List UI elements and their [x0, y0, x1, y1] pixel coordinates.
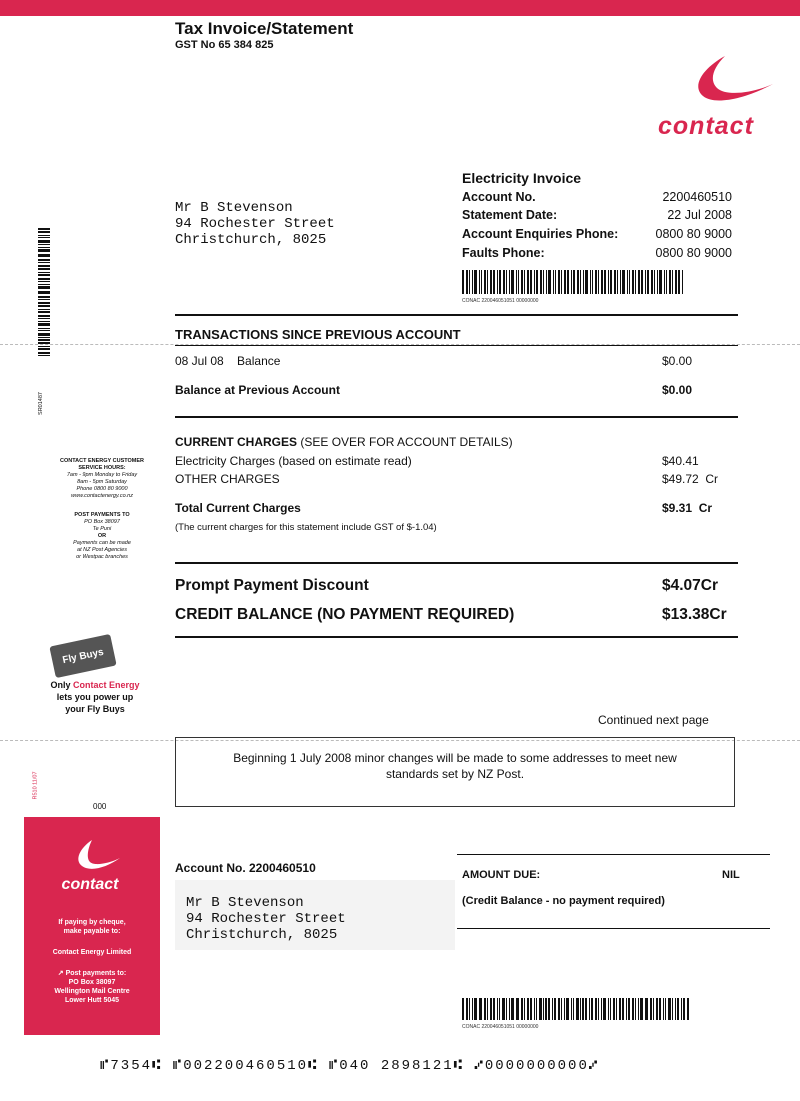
barcode-bar [493, 998, 495, 1020]
barcode-bar [665, 998, 667, 1020]
slip-instructions: If paying by cheque, make payable to: Contact Energy Limited ↗ Post payments to: PO Box 38097 Wellington Mail Centre Lower Hutt 5045 [52, 919, 132, 1004]
barcode-bar [561, 998, 562, 1020]
barcode-bar [503, 270, 505, 294]
barcode-bar [530, 998, 532, 1020]
barcode-bar [38, 247, 50, 249]
transaction-row [175, 354, 732, 368]
barcode-bar [561, 270, 562, 294]
barcode-bar [598, 270, 599, 294]
barcode-bar [543, 998, 544, 1020]
barcode-bar [558, 270, 560, 294]
divider [175, 416, 738, 418]
barcode-bar [583, 270, 585, 294]
barcode-bar [518, 270, 520, 294]
barcode-bar [509, 270, 511, 294]
customer-street: 94 Rochester Street [175, 216, 335, 232]
barcode-bar [591, 998, 593, 1020]
barcode-bar [472, 270, 474, 294]
barcode-bar [601, 998, 603, 1020]
barcode-bar [687, 998, 689, 1020]
barcode-bar [524, 998, 525, 1020]
barcode-bar [595, 998, 597, 1020]
barcode-bar [567, 270, 569, 294]
barcode-bar [38, 311, 50, 313]
barcode-bar [38, 284, 50, 286]
barcode-bar [521, 270, 523, 294]
barcode-bar [38, 296, 50, 298]
barcode-bar [585, 270, 587, 294]
slip-logo-icon [62, 838, 122, 879]
barcode-bar [598, 998, 599, 1020]
form-reference: R510 11/07 [32, 771, 39, 800]
barcode-bar [462, 270, 464, 294]
barcode-bar [669, 270, 671, 294]
barcode-bar [646, 998, 648, 1020]
barcode-bar [678, 270, 680, 294]
barcode-bar [38, 292, 50, 294]
barcode-bar [668, 998, 670, 1020]
barcode-bar [38, 268, 50, 270]
barcode-bar [619, 998, 621, 1020]
barcode-bar [627, 270, 628, 294]
transaction-date: 08 Jul 08 [175, 354, 224, 368]
barcode-bar [490, 270, 492, 294]
barcode-bar [481, 270, 483, 294]
barcode-bar [573, 270, 575, 294]
customer-name: Mr B Stevenson [175, 200, 293, 216]
top-brand-bar [0, 0, 800, 16]
total-current-row: Total Current Charges $9.31 Cr [175, 501, 713, 515]
barcode-bar [626, 998, 627, 1020]
customer-address [175, 200, 335, 248]
barcode-bar [38, 281, 50, 282]
barcode-bar [506, 998, 507, 1020]
barcode-bar [536, 270, 538, 294]
charge-amount: $40.41 [662, 454, 699, 468]
barcode-bar [38, 333, 50, 335]
barcode-bar [38, 339, 50, 341]
barcode-bar [654, 270, 655, 294]
barcode-bar [573, 998, 575, 1020]
barcode-bar [664, 270, 665, 294]
barcode-bar [527, 270, 529, 294]
previous-balance-amount: $0.00 [662, 383, 693, 397]
barcode-bar [548, 998, 550, 1020]
barcode-bar [656, 998, 658, 1020]
barcode-bar [614, 270, 616, 294]
customer-city: Christchurch, 8025 [175, 232, 327, 248]
field-value: 22 Jul 2008 [667, 208, 732, 222]
total-current-label: Total Current Charges [175, 501, 301, 515]
barcode-bar [577, 270, 579, 294]
barcode-bar [38, 262, 50, 263]
document-title: Tax Invoice/Statement [175, 19, 354, 38]
barcode-bar [38, 309, 50, 310]
charge-row [175, 454, 732, 468]
barcode-bar [516, 998, 517, 1020]
divider [175, 636, 738, 638]
barcode-bar [604, 270, 606, 294]
barcode-bar [38, 318, 50, 319]
slip-customer-address: Mr B Stevenson 94 Rochester Street Christchurch, 8025 [186, 895, 346, 943]
barcode-bar [466, 998, 468, 1020]
barcode-bar [38, 235, 50, 236]
discount-row: Prompt Payment Discount $4.07Cr [175, 577, 719, 594]
charge-desc: OTHER CHARGES [175, 472, 280, 486]
barcode-bar [38, 274, 50, 276]
barcode-bar [487, 270, 488, 294]
previous-balance-label: Balance at Previous Account [175, 383, 340, 397]
barcode-bar [472, 998, 474, 1020]
side-barcode [38, 228, 50, 358]
amount-due-label: AMOUNT DUE: [462, 869, 541, 881]
barcode-bar [38, 244, 50, 245]
barcode-bar [38, 355, 50, 356]
field-value: 2200460510 [662, 190, 732, 204]
barcode-bar [38, 265, 50, 267]
barcode-bar [571, 998, 572, 1020]
discount-label: Prompt Payment Discount [175, 577, 369, 594]
barcode-bar [641, 270, 643, 294]
barcode-bar [462, 998, 464, 1020]
slip-barcode [462, 998, 690, 1020]
charge-row [175, 472, 732, 486]
barcode-bar [487, 998, 488, 1020]
barcode-bar [38, 315, 50, 317]
barcode-bar [613, 998, 615, 1020]
barcode-bar [38, 228, 50, 230]
barcode-bar [548, 270, 550, 294]
barcode-bar [534, 998, 535, 1020]
barcode-bar [564, 270, 566, 294]
barcode-bar [553, 270, 554, 294]
previous-balance-row [175, 383, 732, 397]
barcode-bar [651, 270, 653, 294]
slip-brand-wordmark: contact [61, 876, 119, 893]
barcode-bar [38, 255, 50, 257]
barcode-bar [474, 270, 476, 294]
barcode-bar [484, 270, 486, 294]
barcode-bar [632, 270, 634, 294]
field-label: Account No. [462, 190, 536, 204]
barcode-bar [38, 342, 50, 344]
brand-wordmark: contact [658, 112, 754, 140]
field-value: 0800 80 9000 [655, 227, 732, 241]
barcode-bar [469, 998, 470, 1020]
barcode-bar [534, 270, 535, 294]
credit-balance-label: CREDIT BALANCE (NO PAYMENT REQUIRED) [175, 606, 515, 623]
barcode-bar [564, 998, 566, 1020]
barcode-bar [499, 998, 501, 1020]
address-notice-box: Beginning 1 July 2008 minor changes will be made to some addresses to meet new standards set by NZ Post. [175, 737, 735, 807]
transaction-amount: $0.00 [662, 354, 693, 368]
slip-barcode-text: CONAC 220046051051 00000000 [462, 1024, 539, 1030]
barcode-bar [474, 998, 476, 1020]
barcode-bar [682, 270, 683, 294]
barcode-bar [610, 270, 612, 294]
barcode-bar [499, 270, 501, 294]
fold-line [0, 344, 800, 346]
barcode-bar [657, 270, 659, 294]
barcode-bar [617, 270, 618, 294]
barcode-bar [521, 998, 523, 1020]
credit-balance-note: (Credit Balance - no payment required) [462, 895, 665, 907]
barcode-bar [480, 998, 482, 1020]
barcode-bar [38, 249, 50, 251]
divider [457, 854, 770, 855]
barcode-bar [620, 270, 622, 294]
barcode-bar [663, 998, 664, 1020]
barcode-bar [38, 278, 50, 280]
current-charges-heading: CURRENT CHARGES (SEE OVER FOR ACCOUNT DETAILS) [175, 435, 513, 449]
service-hours-block: CONTACT ENERGY CUSTOMER SERVICE HOURS: 7am - 9pm Monday to Friday 8am - 5pm Saturday Phone 0800 80 9000 www.contactenergy.co.nz POST PAYMENTS TO PO Box 38097 Te Puni OR Payments can be made at NZ Post Agencies or Westpac branches [59, 458, 145, 560]
barcode-bar [622, 270, 624, 294]
barcode-bar [38, 259, 50, 261]
barcode-bar [530, 270, 532, 294]
field-label: Account Enquiries Phone: [462, 227, 619, 241]
micr-code-line: ⑈7354⑆ ⑈002200460510⑆ ⑈040 2898121⑆ ⑇0000000000⑇ [100, 1058, 600, 1074]
barcode-bar [554, 998, 556, 1020]
transaction-desc: Balance [237, 354, 281, 368]
barcode-bar [590, 270, 591, 294]
barcode-bar [38, 346, 50, 347]
barcode-bar [506, 270, 507, 294]
barcode-bar [545, 998, 547, 1020]
barcode-bar [653, 998, 654, 1020]
barcode-bar [511, 998, 513, 1020]
barcode-bar [38, 302, 50, 304]
barcode-bar [511, 270, 513, 294]
barcode-bar [675, 998, 677, 1020]
barcode-bar [645, 270, 646, 294]
field-label: Faults Phone: [462, 246, 545, 260]
barcode-bar [558, 998, 560, 1020]
barcode-bar [497, 998, 498, 1020]
barcode-bar [38, 272, 50, 273]
barcode-bar [38, 330, 50, 332]
faults-phone-row [462, 246, 732, 260]
barcode-bar [629, 270, 631, 294]
barcode-bar [628, 998, 630, 1020]
barcode-bar [585, 998, 587, 1020]
barcode-bar [517, 998, 519, 1020]
slip-account-number: Account No. 2200460510 [175, 861, 316, 875]
barcode-bar [659, 998, 661, 1020]
barcode-bar [493, 270, 495, 294]
field-value: 0800 80 9000 [655, 246, 732, 260]
statement-date-row [462, 208, 732, 222]
side-code: SR01487 [37, 392, 44, 415]
barcode-bar [635, 998, 636, 1020]
gst-note: (The current charges for this statement include GST of $-1.04) [175, 522, 437, 533]
barcode-bar [616, 998, 617, 1020]
barcode-bar [38, 299, 50, 300]
barcode-bar [566, 998, 568, 1020]
barcode-bar [552, 998, 553, 1020]
barcode-bar [582, 998, 584, 1020]
barcode-bar [38, 240, 50, 242]
gst-number: GST No 65 384 825 [175, 39, 274, 51]
barcode-bar [683, 998, 685, 1020]
barcode-bar [666, 270, 668, 294]
barcode-bar [677, 998, 679, 1020]
barcode-bar [580, 270, 581, 294]
barcode-bar [539, 998, 541, 1020]
field-label: Statement Date: [462, 208, 558, 222]
transactions-heading: TRANSACTIONS SINCE PREVIOUS ACCOUNT [175, 327, 461, 342]
barcode-bar [595, 270, 597, 294]
barcode-bar [38, 337, 50, 338]
barcode-bar [490, 998, 492, 1020]
divider [175, 562, 738, 564]
barcode-bar [38, 323, 50, 325]
barcode-bar [576, 998, 578, 1020]
barcode-bar [484, 998, 486, 1020]
barcode-bar [38, 254, 50, 255]
barcode-bar [659, 270, 661, 294]
continued-note: Continued next page [598, 713, 709, 727]
barcode-bar [555, 270, 557, 294]
credit-balance-row: CREDIT BALANCE (NO PAYMENT REQUIRED) $13.38Cr [175, 606, 727, 623]
barcode-bar [580, 998, 581, 1020]
invoice-heading: Electricity Invoice [462, 170, 582, 186]
barcode-bar [479, 998, 480, 1020]
barcode-bar [527, 998, 529, 1020]
fly-buys-card-icon: Fly Buys [49, 634, 116, 678]
barcode-bar [640, 998, 642, 1020]
barcode-bar [38, 348, 50, 350]
fly-buys-text: Only Contact Energy lets you power up your Fly Buys [50, 680, 140, 714]
barcode-bar [509, 998, 511, 1020]
barcode-bar [647, 270, 649, 294]
barcode-bar [38, 328, 50, 329]
enquiries-phone-row [462, 227, 732, 241]
barcode-bar [546, 270, 548, 294]
barcode-bar [497, 270, 498, 294]
barcode-bar [650, 998, 652, 1020]
charge-desc: Electricity Charges (based on estimate read) [175, 454, 412, 468]
charge-amount: $49.72 Cr [662, 472, 719, 486]
barcode-bar [638, 270, 640, 294]
form-number: 000 [93, 802, 107, 811]
barcode-bar [638, 998, 640, 1020]
barcode-bar [543, 270, 544, 294]
account-number-row [462, 190, 732, 204]
invoice-barcode [462, 270, 684, 294]
barcode-bar [672, 998, 673, 1020]
barcode-bar [635, 270, 636, 294]
barcode-bar [592, 270, 594, 294]
barcode-bar [502, 998, 504, 1020]
barcode-bar [589, 998, 590, 1020]
invoice-barcode-text: CONAC 220046051051 00000000 [462, 298, 539, 304]
barcode-bar [632, 998, 634, 1020]
divider [175, 314, 738, 316]
barcode-bar [466, 270, 468, 294]
barcode-bar [645, 998, 646, 1020]
barcode-bar [38, 231, 50, 233]
barcode-bar [38, 291, 50, 292]
amount-due-value: NIL [722, 869, 740, 881]
barcode-bar [608, 998, 609, 1020]
barcode-bar [524, 270, 525, 294]
barcode-bar [536, 998, 538, 1020]
divider [457, 928, 770, 929]
barcode-bar [38, 352, 50, 354]
barcode-bar [38, 321, 50, 323]
barcode-bar [469, 270, 470, 294]
barcode-bar [571, 270, 572, 294]
barcode-bar [610, 998, 612, 1020]
barcode-bar [622, 998, 624, 1020]
barcode-bar [603, 998, 605, 1020]
barcode-bar [675, 270, 677, 294]
barcode-bar [672, 270, 673, 294]
barcode-bar [681, 998, 682, 1020]
barcode-bar [479, 270, 480, 294]
barcode-bar [608, 270, 609, 294]
barcode-bar [540, 270, 542, 294]
barcode-bar [38, 286, 50, 288]
barcode-bar [601, 270, 603, 294]
barcode-bar [516, 270, 517, 294]
barcode-bar [38, 237, 50, 239]
barcode-bar [38, 305, 50, 307]
